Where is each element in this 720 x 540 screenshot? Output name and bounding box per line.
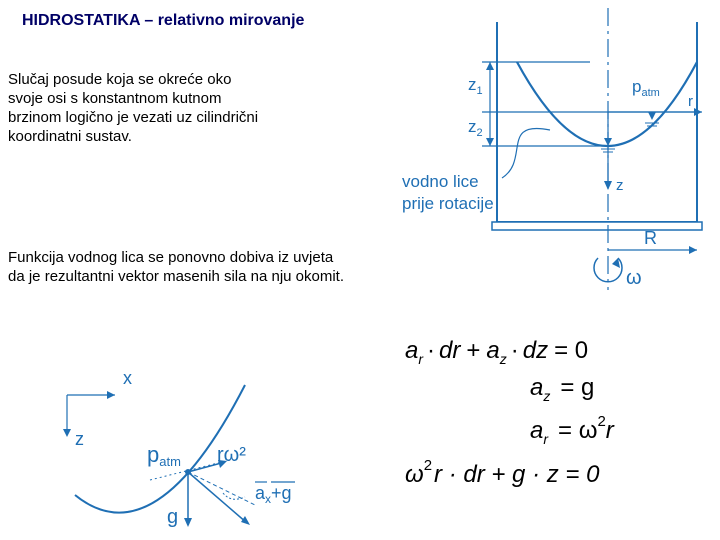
- vessel-base: [492, 222, 702, 230]
- svg-text:rω²: rω²: [217, 444, 246, 466]
- surface-symbol-top: [648, 112, 656, 120]
- water-label-leader: [502, 128, 550, 178]
- paraboloid-surface: [517, 62, 697, 146]
- resultant-vector: [188, 472, 247, 523]
- equation-4: $\omega^2r$ · dr + g · z = 0: [405, 457, 600, 488]
- svg-text:z: z: [616, 177, 624, 194]
- svg-text:z: z: [75, 429, 84, 449]
- svg-text:z1: $z_1$: [468, 75, 483, 97]
- svg-text:ω: ω: [626, 267, 642, 289]
- condition-paragraph: Funkcija vodnog lica se ponovno dobiva iz uvjeta da je rezultantni vektor masenih sila na nju okomit.: [8, 249, 345, 285]
- rotating-vessel-diagram: [390, 0, 720, 300]
- right-angle-arc: [223, 493, 245, 499]
- svg-text:R: R: [644, 228, 657, 248]
- z1-arrow-top: [486, 62, 494, 70]
- water-label-line1: vodno lice: [402, 172, 479, 191]
- intro-paragraph: Slučaj posude koja se okreće oko svoje osi s konstantnom kutnom brzinom logično je vezati uz cilindrični koordinatni sustav.: [8, 71, 259, 145]
- svg-text:z2: $z_2$: [468, 117, 483, 139]
- equation-2: $a_z = g$: [530, 374, 595, 404]
- equations-block: [395, 330, 715, 530]
- equation-1: $a_r$ · dr + $a_z$ · dz = 0: [405, 337, 589, 367]
- z-arrow-head: [604, 181, 612, 190]
- equation-3: $a_r = \omega^2r$: [530, 413, 614, 447]
- svg-text:ax+g: $a_x+g$: [255, 483, 292, 506]
- svg-text:patm: patm: [147, 442, 181, 469]
- R-arrow-head: [689, 246, 697, 254]
- vessel-walls: [497, 22, 697, 222]
- svg-text:x: x: [123, 368, 132, 388]
- surface-point: [185, 469, 191, 475]
- z2-arrow-bottom: [486, 138, 494, 146]
- svg-text:patm: $p_{atm}$: [632, 77, 660, 99]
- svg-text:r: r: [688, 93, 693, 110]
- force-vector-diagram: [55, 365, 335, 540]
- water-label-line2: prije rotacije: [402, 194, 494, 213]
- slide-title: HIDROSTATIKA – relativno mirovanje: [22, 12, 305, 29]
- svg-text:g: g: [167, 506, 179, 528]
